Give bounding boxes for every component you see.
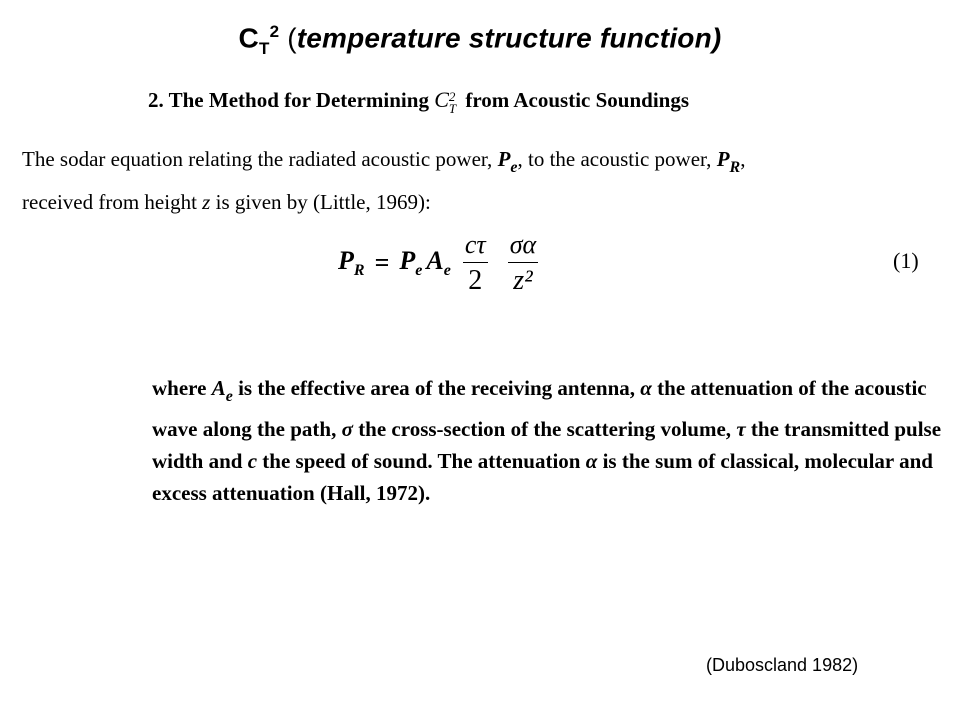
section-symbol-scripts	[449, 91, 456, 114]
sodar-equation	[338, 223, 544, 303]
slide-title	[0, 22, 960, 59]
definition-paragraph	[152, 372, 948, 509]
eq-lhs: $P_R$	[338, 246, 365, 279]
intro-z: z	[202, 190, 211, 214]
eq-frac2-den: z²	[513, 264, 533, 296]
intro-text-4: received from height	[22, 190, 197, 214]
intro-text-2: , to the acoustic power,	[517, 147, 712, 171]
eq-fraction-2	[508, 230, 538, 297]
para-text-5: the transmitted pulse width and	[152, 417, 942, 473]
intro-text-3: ,	[740, 147, 746, 171]
eq-frac1-num: cτ	[464, 229, 486, 259]
para-ae: $A_e$	[211, 376, 233, 405]
eq-frac2-bar	[508, 262, 538, 263]
intro-pe: $P_e$	[497, 147, 518, 176]
title-open-paren: (	[287, 22, 297, 54]
eq-fraction-1	[463, 230, 488, 297]
intro-text-5: is given by (Little, 1969):	[215, 190, 431, 214]
eq-frac1-den: 2	[468, 264, 483, 296]
para-text-4: the cross-section of the scattering volume,	[358, 417, 732, 441]
title-symbol: C	[238, 22, 259, 54]
source-citation: (Duboscland 1982)	[706, 655, 859, 675]
para-sigma: σ	[341, 417, 353, 441]
section-suffix: from Acoustic Soundings	[465, 88, 690, 112]
section-symbol: C	[434, 87, 449, 112]
title-text: temperature structure function)	[296, 22, 722, 54]
para-alpha-2: α	[585, 449, 598, 473]
para-text-6: the speed of sound. The attenuation	[262, 449, 581, 473]
para-text-2: is the effective area of the receiving antenna,	[238, 376, 636, 400]
title-superscript: 2	[269, 22, 280, 41]
eq-frac1-bar	[463, 262, 488, 263]
para-c: c	[247, 449, 258, 473]
para-alpha: α	[640, 376, 652, 400]
eq-ae: $A_e$	[426, 246, 451, 279]
section-prefix: 2. The Method for Determining	[148, 88, 429, 112]
section-sup: 2	[448, 89, 456, 105]
title-subscript: T	[258, 38, 270, 58]
para-text-3: the attenuation of the acoustic wave along the path,	[152, 376, 927, 441]
equation-number: (1)	[893, 248, 919, 273]
section-sub: T	[448, 101, 457, 116]
eq-pe: $P_e$	[399, 246, 423, 279]
eq-frac2-num: σα	[509, 229, 537, 259]
intro-pr: $P_R$	[716, 147, 741, 176]
para-text-7: is the sum of classical, molecular and excess attenuation (Hall, 1972).	[152, 449, 933, 505]
section-heading	[148, 87, 868, 115]
intro-text-1: The sodar equation relating the radiated acoustic power,	[22, 147, 493, 171]
para-text-1: where	[152, 376, 207, 400]
eq-equals: =	[374, 248, 390, 277]
para-tau: τ	[736, 417, 746, 441]
intro-paragraph	[22, 142, 952, 219]
